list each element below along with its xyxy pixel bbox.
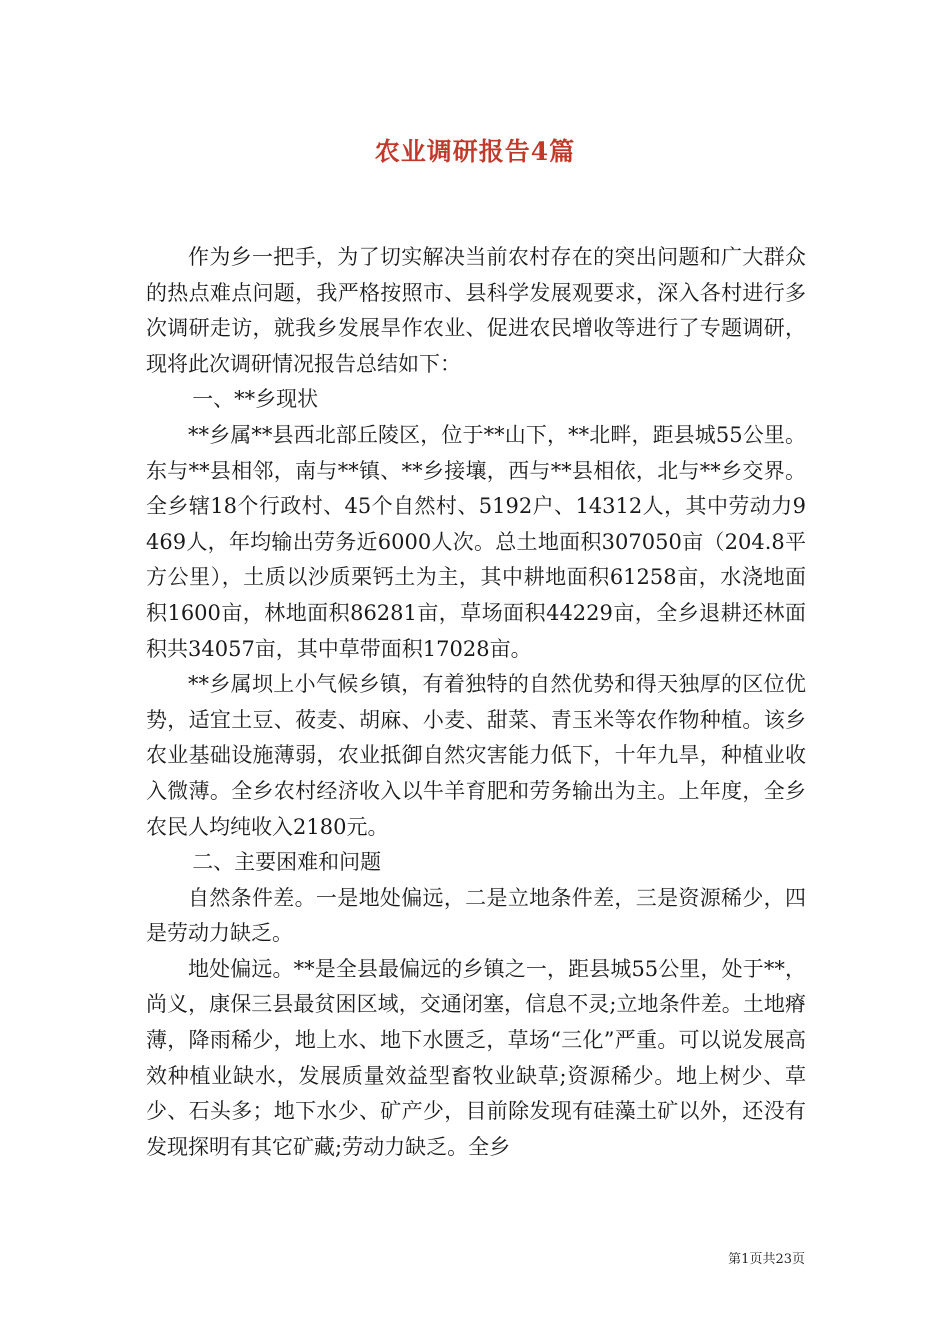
paragraph-intro: 作为乡一把手，为了切实解决当前农村存在的突出问题和广大群众的热点难点问题，我严格按照市、县科学发展观要求，深入各村进行多次调研走访，就我乡发展旱作农业、促进农民增收等进行了专题调研，现将此次调研情况报告总结如下： [146, 245, 806, 376]
paragraph-conditions: 自然条件差。一是地处偏远，二是立地条件差，三是资源稀少，四是劳动力缺乏。 [146, 885, 806, 946]
paragraph-status: **乡属**县西北部丘陵区，位于**山下，**北畔，距县城55公里。东与**县相邻，南与**镇、**乡接壤，西与**县相依，北与**乡交界。全乡辖18个行政村、45个自然村、5192户、14312人，其中劳动力9469人，年均输出劳务近6000人次。总土地面积307050亩（204.8平方公里），土质以沙质栗钙土为主，其中耕地面积61258亩，水浇地面积1600亩，林地面积86281亩，草场面积44229亩，全乡退耕还林面积共34057亩，其中草带面积17028亩。 [146, 422, 806, 661]
page-title: 农业调研报告4篇 [374, 137, 576, 166]
page-number: 第1页共23页 [728, 1252, 805, 1267]
paragraph-climate: **乡属坝上小气候乡镇，有着独特的自然优势和得天独厚的区位优势，适宜土豆、莜麦、胡麻、小麦、甜菜、青玉米等农作物种植。该乡农业基础设施薄弱，农业抵御自然灾害能力低下，十年九旱，种植业收入微薄。全乡农村经济收入以牛羊育肥和劳务输出为主。上年度，全乡农民人均纯收入2180元。 [146, 672, 806, 839]
paragraph-remote: 地处偏远。**是全县最偏远的乡镇之一，距县城55公里，处于**，尚义，康保三县最贫困区域，交通闭塞，信息不灵;立地条件差。土地瘠薄，降雨稀少，地上水、地下水匮乏，草场“三化”严重。可以说发展高效种植业缺水，发展质量效益型畜牧业缺草;资源稀少。地上树少、草少、石头多；地下水少、矿产少，目前除发现有硅藻土矿以外，还没有发现探明有其它矿藏;劳动力缺乏。全乡 [146, 956, 806, 1159]
document-body [146, 240, 806, 1165]
section-heading-1: 一、**乡现状 [192, 387, 319, 412]
section-heading-2: 二、主要困难和问题 [192, 850, 382, 875]
